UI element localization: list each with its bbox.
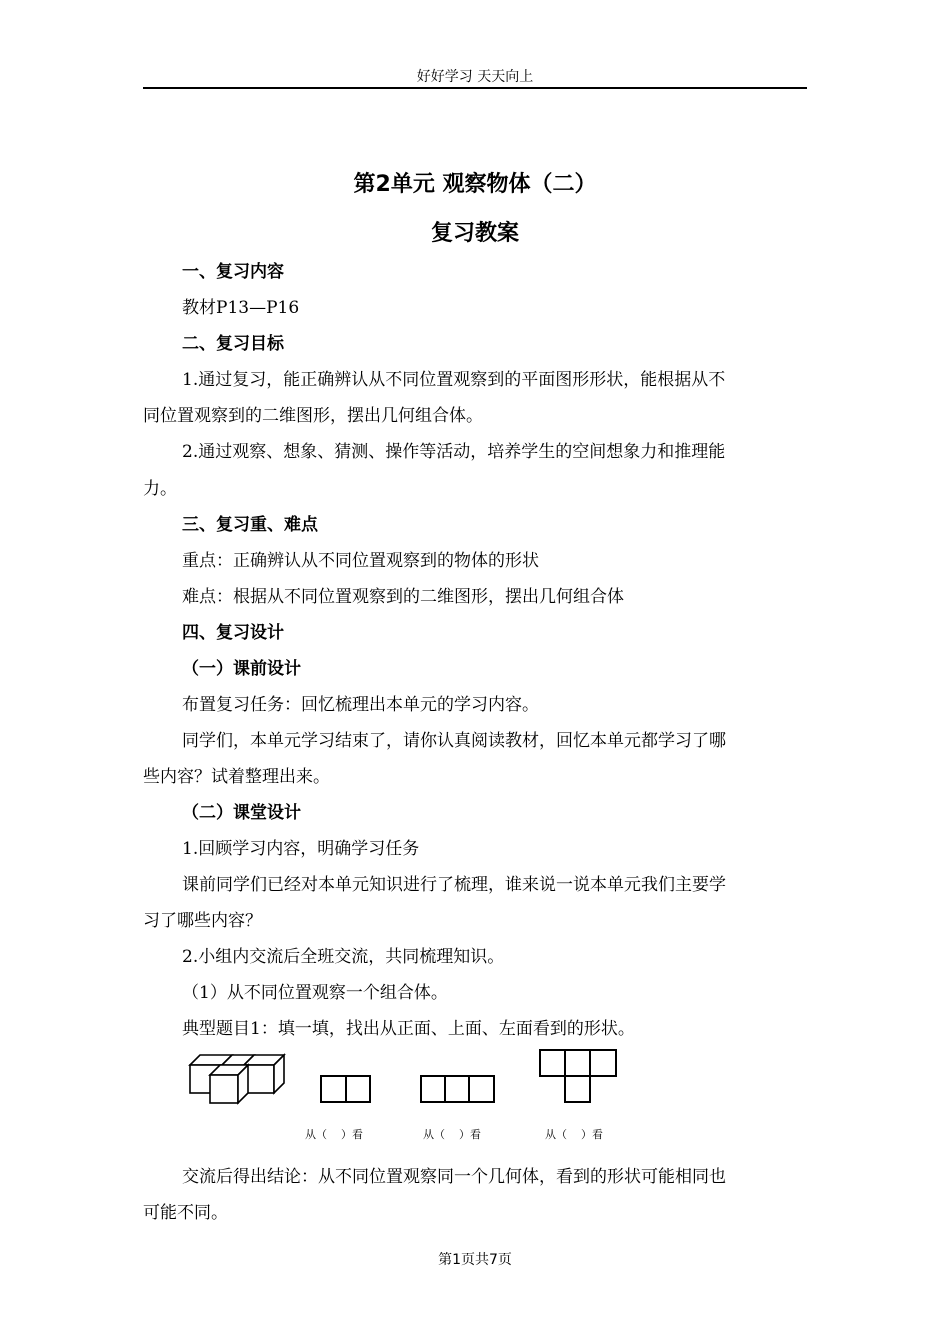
- page-header: 好好学习 天天向上: [416, 69, 534, 85]
- page-title: 第2单元 观察物体（二）: [353, 172, 597, 197]
- text-line: 难点：根据从不同位置观察到的二维图形，摆出几何组合体: [182, 587, 624, 607]
- subsection-heading-2: （二）课堂设计: [182, 803, 301, 823]
- text-line: 同学们，本单元学习结束了，请你认真阅读教材，回忆本单元都学习了哪: [182, 731, 726, 751]
- text-line: 习了哪些内容？: [143, 911, 262, 931]
- section-heading-1: 一、复习内容: [182, 262, 284, 282]
- figure-label-1: 从（ ）看: [305, 1128, 363, 1141]
- view-shape-three-squares: [420, 1075, 496, 1105]
- subsection-heading-1: （一）课前设计: [182, 659, 301, 679]
- figure-label-2: 从（ ）看: [423, 1128, 481, 1141]
- header-divider: [143, 87, 807, 89]
- section-heading-4: 四、复习设计: [182, 623, 284, 643]
- text-line: 些内容？试着整理出来。: [143, 767, 330, 787]
- text-line: 教材P13—P16: [182, 298, 300, 318]
- text-line: 力。: [143, 479, 177, 499]
- cube-combination-figure: [186, 1053, 288, 1105]
- view-shape-t-shape: [538, 1049, 620, 1105]
- text-line: 交流后得出结论：从不同位置观察同一个几何体，看到的形状可能相同也: [182, 1167, 726, 1187]
- page-subtitle: 复习教案: [430, 221, 519, 246]
- text-line: 典型题目1：填一填，找出从正面、上面、左面看到的形状。: [182, 1019, 635, 1039]
- text-line: （1）从不同位置观察一个组合体。: [182, 983, 448, 1003]
- text-line: 2.通过观察、想象、猜测、操作等活动，培养学生的空间想象力和推理能: [182, 442, 726, 462]
- text-line: 重点：正确辨认从不同位置观察到的物体的形状: [182, 551, 539, 571]
- section-heading-3: 三、复习重、难点: [182, 515, 318, 535]
- view-shape-two-squares: [320, 1075, 372, 1105]
- section-heading-2: 二、复习目标: [182, 334, 284, 354]
- text-line: 1.通过复习，能正确辨认从不同位置观察到的平面图形形状，能根据从不: [182, 370, 726, 390]
- figure-label-3: 从（ ）看: [545, 1128, 603, 1141]
- text-line: 2.小组内交流后全班交流，共同梳理知识。: [182, 947, 505, 967]
- page-footer: 第1页共7页: [438, 1252, 512, 1268]
- text-line: 可能不同。: [143, 1203, 228, 1223]
- text-line: 课前同学们已经对本单元知识进行了梳理，谁来说一说本单元我们主要学: [182, 875, 726, 895]
- text-line: 同位置观察到的二维图形，摆出几何组合体。: [143, 406, 483, 426]
- text-line: 1.回顾学习内容，明确学习任务: [182, 839, 420, 859]
- text-line: 布置复习任务：回忆梳理出本单元的学习内容。: [182, 695, 539, 715]
